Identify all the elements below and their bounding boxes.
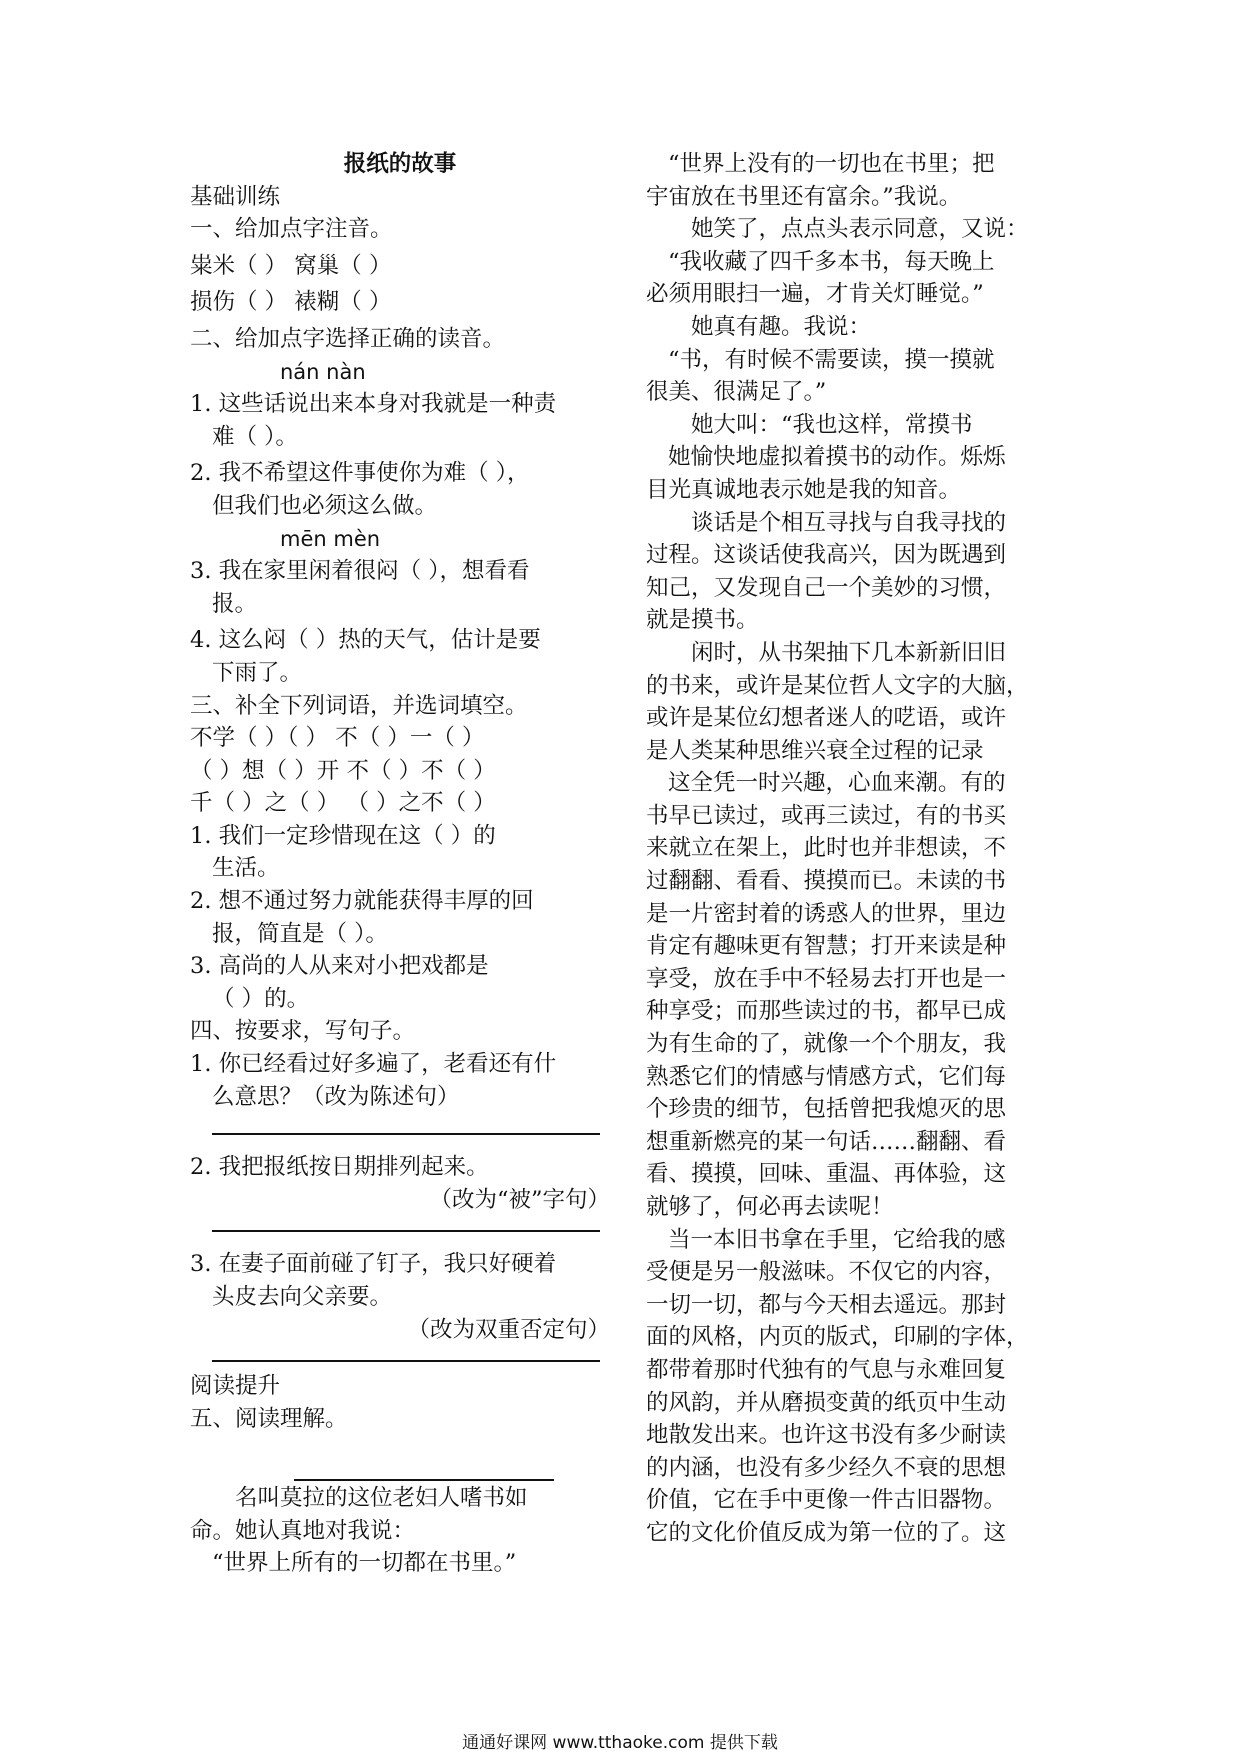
q4-heading: 四、按要求，写句子。: [190, 1018, 416, 1045]
passage-right-line: 想重新燃亮的某一句话……翻翻、看: [646, 1128, 1007, 1155]
passage-right-line: 的内涵，也没有多少经久不衰的思想: [646, 1454, 1007, 1481]
passage-right-line: “我收藏了四千多本书，每天晚上: [668, 248, 995, 275]
q1-row-1: 粜米（ ） 窝巢（ ）: [190, 252, 392, 279]
q3-row-1: 不学（ ）（ ） 不（ ）一（ ）: [190, 725, 485, 752]
passage-right-line: 知己，又发现自己一个美妙的习惯，: [646, 574, 1007, 601]
section-reading: 阅读提升: [190, 1373, 281, 1400]
passage-right-line: 看、摸摸，回味、重温、再体验，这: [646, 1161, 1007, 1188]
q1-heading: 一、给加点字注音。: [190, 216, 393, 243]
passage-right-line: 都带着那时代独有的气息与永难回复: [646, 1356, 1007, 1383]
passage-right-line: 的风韵，并从磨损变黄的纸页中生动: [646, 1389, 1007, 1416]
passage-right-line: 必须用眼扫一遍，才肯关灯睡觉。”: [646, 281, 984, 308]
q4-answer-line-3[interactable]: [212, 1360, 600, 1362]
q5-heading: 五、阅读理解。: [190, 1405, 348, 1432]
q2-item-3: 3. 我在家里闲着很闷（ ），想看看: [190, 558, 530, 585]
passage-right-line: 种享受；而那些读过的书，都早已成: [646, 998, 1007, 1025]
q4-item-2: 2. 我把报纸按日期排列起来。: [190, 1154, 489, 1181]
passage-right-line: 她愉快地虚拟着摸书的动作。烁烁: [668, 444, 1006, 471]
passage-right-line: 闲时，从书架抽下几本新新旧旧: [691, 639, 1007, 666]
q3-heading: 三、补全下列词语，并选词填空。: [190, 692, 528, 719]
q2-pinyin-nan: nán nàn: [280, 359, 366, 384]
q4-item-2-instruction: （改为“被”字句）: [429, 1186, 610, 1213]
passage-right-line: 谈话是个相互寻找与自我寻找的: [691, 509, 1007, 536]
passage-right-line: 她笑了，点点头表示同意，又说：: [691, 216, 1029, 243]
passage-right-line: 目光真诚地表示她是我的知音。: [646, 476, 962, 503]
q4-item-1: 1. 你已经看过好多遍了，老看还有什: [190, 1051, 557, 1078]
passage-right-line: 她真有趣。我说：: [691, 313, 872, 340]
q3-row-2: （ ）想（ ）开 不（ ）不（ ）: [190, 757, 496, 784]
passage-right-line: 就够了，何必再去读呢！: [646, 1194, 894, 1220]
passage-right-line: 是人类某种思维兴衰全过程的记录: [646, 737, 984, 764]
left-column: [190, 148, 610, 1580]
passage-right-line: “书，有时候不需要读，摸一摸就: [668, 346, 995, 373]
page-title: 报纸的故事: [343, 151, 457, 177]
q4-item-3-instruction: （改为双重否定句）: [407, 1316, 610, 1343]
passage-right-line: 享受，放在手中不轻易去打开也是一: [646, 965, 1007, 992]
passage-gap: [190, 1435, 610, 1468]
passage-right-line: 过程。这谈话使我高兴，因为既遇到: [646, 542, 1007, 569]
q4-item-1-cont: 么意思？（改为陈述句）: [212, 1083, 460, 1110]
passage-right-line: 面的风格，内页的版式，印刷的字体，: [646, 1324, 1029, 1351]
q3-item-3: 3. 高尚的人从来对小把戏都是: [190, 953, 489, 980]
q2-item-1-cont: 难（ ）。: [212, 423, 298, 450]
q3-item-1: 1. 我们一定珍惜现在这（ ）的: [190, 822, 496, 849]
q3-item-3-cont: （ ）的。: [212, 985, 310, 1012]
q4-answer-line-2[interactable]: [212, 1230, 600, 1232]
q4-answer-line-1[interactable]: [212, 1133, 600, 1135]
q4-item-3: 3. 在妻子面前碰了钉子，我只好硬着: [190, 1251, 557, 1278]
q2-item-3-cont: 报。: [212, 590, 258, 617]
passage-right-line: 的书来，或许是某位哲人文字的大脑，: [646, 672, 1029, 699]
passage-right-line: “世界上没有的一切也在书里；把: [668, 151, 995, 177]
passage-right-line: 宇宙放在书里还有富余。”我说。: [646, 183, 962, 210]
passage-line-3: “世界上所有的一切都在书里。”: [212, 1550, 517, 1577]
q1-row-2: 损伤（ ） 裱糊（ ）: [190, 289, 392, 316]
passage-right-line: 地散发出来。也许这书没有多少耐读: [646, 1422, 1007, 1449]
q3-item-1-cont: 生活。: [212, 855, 280, 882]
passage-right-line: 为有生命的了，就像一个个朋友，我: [646, 1031, 1007, 1058]
passage-right-line: 过翻翻、看看、摸摸而已。未读的书: [646, 868, 1007, 895]
passage-right-line: 书早已读过，或再三读过，有的书买: [646, 802, 1007, 829]
passage-line-2: 命。她认真地对我说：: [190, 1517, 416, 1544]
passage-right-line: 或许是某位幻想者迷人的呓语，或许: [646, 705, 1007, 732]
passage-right-line: 来就立在架上，此时也并非想读，不: [646, 835, 1007, 862]
passage-right-line: 很美、很满足了。”: [646, 379, 827, 406]
passage-right-line: 肯定有趣味更有智慧；打开来读是种: [646, 933, 1007, 960]
q4-item-3-cont: 头皮去向父亲要。: [212, 1284, 393, 1310]
passage-right-line: 一切一切，都与今天相去遥远。那封: [646, 1291, 1007, 1318]
passage-right-line: 受便是另一般滋味。不仅它的内容，: [646, 1259, 1007, 1286]
right-column: [646, 148, 1066, 1550]
passage-right-line: 个珍贵的细节，包括曾把我熄灭的思: [646, 1096, 1007, 1123]
q2-pinyin-men: mēn mèn: [280, 526, 381, 551]
q3-row-3: 千（ ）之（ ） （ ）之不（ ）: [190, 790, 496, 817]
q3-item-2-cont: 报，简直是（ ）。: [212, 920, 388, 947]
q3-item-2: 2. 想不通过努力就能获得丰厚的回: [190, 888, 534, 915]
passage-right-line: 当一本旧书拿在手里，它给我的感: [668, 1226, 1006, 1253]
q2-item-2-cont: 但我们也必须这么做。: [212, 492, 438, 519]
passage-right-line: 她大叫：“我也这样，常摸书: [691, 411, 973, 438]
q2-item-4-cont: 下雨了。: [212, 659, 303, 686]
q2-item-2: 2. 我不希望这件事使你为难（ ），: [190, 460, 530, 487]
passage-right-line: 它的文化价值反成为第一位的了。这: [646, 1519, 1007, 1546]
q2-heading: 二、给加点字选择正确的读音。: [190, 325, 506, 352]
q2-item-4: 4. 这么闷（ ）热的天气，估计是要: [190, 627, 541, 654]
passage-right-line: 价值，它在手中更像一件古旧器物。: [646, 1487, 1007, 1514]
passage-right-line: 熟悉它们的情感与情感方式，它们每: [646, 1063, 1007, 1090]
q2-item-1: 1. 这些话说出来本身对我就是一种责: [190, 391, 557, 418]
passage-line-1: 名叫莫拉的这位老妇人嗜书如: [235, 1484, 528, 1511]
passage-right-line: 是一片密封着的诱惑人的世界，里边: [646, 900, 1007, 927]
section-basic-training: 基础训练: [190, 183, 281, 210]
passage-right-line: 就是摸书。: [646, 607, 759, 634]
passage-right-line: 这全凭一时兴趣，心血来潮。有的: [668, 770, 1006, 797]
page-footer: 通通好课网 www.tthaoke.com 提供下载: [462, 1733, 778, 1753]
